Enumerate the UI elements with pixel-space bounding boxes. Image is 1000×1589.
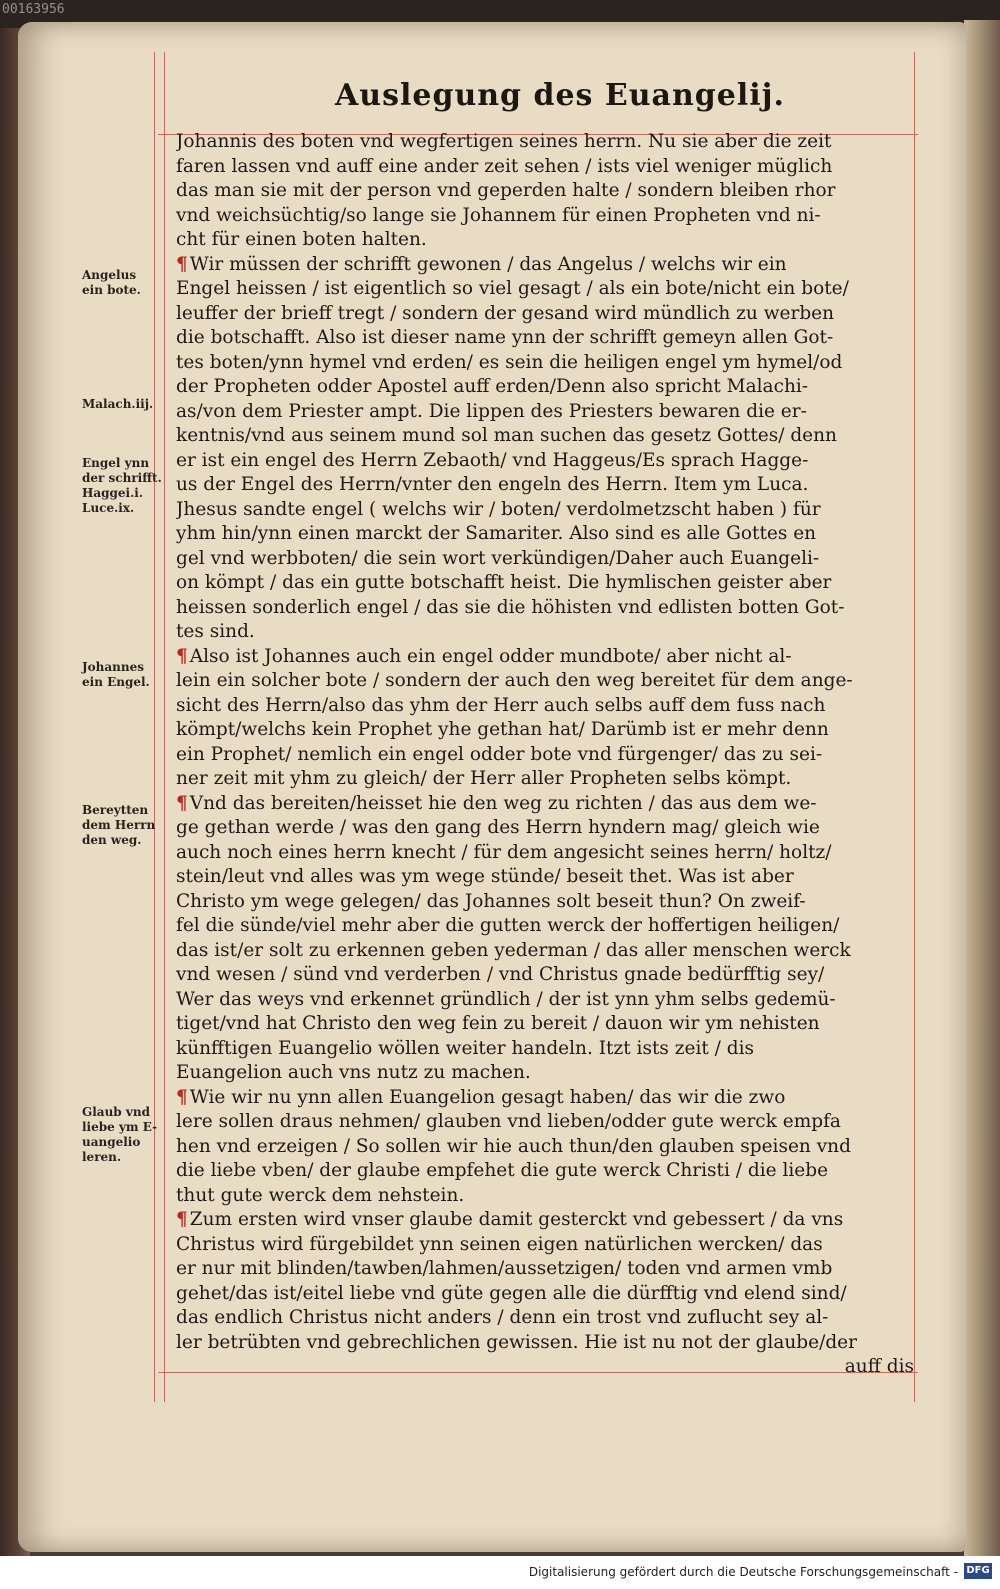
text-line: tes sind. <box>176 621 255 642</box>
margin-note: Malach.iij. <box>82 397 154 411</box>
text-line: ¶ Vnd das bereiten/heisset hie den weg zu richten / das aus dem we- <box>176 792 817 814</box>
body-text <box>176 130 914 1380</box>
text-line: ein Prophet/ nemlich ein engel odder bote vnd fürgenger/ das zu sei- <box>176 743 823 765</box>
margin-note: Johannes ein Engel. <box>82 660 150 689</box>
text-line: das man sie mit der person vnd geperden halte / sondern bleiben rhor <box>176 180 836 201</box>
text-line: ¶ Wie wir nu ynn allen Euangelion gesagt haben/ das wir die zwo <box>176 1086 786 1108</box>
dfg-logo: DFG <box>964 1563 992 1579</box>
text-line: die liebe vben/ der glaube empfehet die gute werck Christi / die liebe <box>176 1160 829 1181</box>
text-line: Christus wird fürgebildet ynn seinen eigen natürlichen wercken/ das <box>176 1233 823 1255</box>
book-page-edges-right <box>964 20 1000 1560</box>
text-line: ¶ Also ist Johannes auch ein engel odder mundbote/ aber nicht al- <box>176 645 792 667</box>
margin-rule-left-inner <box>164 52 165 1402</box>
paragraph-mark: ¶ <box>176 1086 188 1108</box>
text-line: ge gethan werde / was den gang des Herrn hyndern mag/ gleich wie <box>176 817 820 838</box>
funding-credit: Digitalisierung gefördert durch die Deutsche Forschungsgemeinschaft - <box>528 1565 958 1579</box>
paragraph-mark: ¶ <box>176 645 188 667</box>
text-line: Jhesus sandte engel ( welchs wir / boten/ verdolmetzscht haben ) für <box>176 498 821 520</box>
text-line: vnd weichsüchtig/so lange sie Johannem für einen Propheten vnd ni- <box>176 204 821 226</box>
text-line: ner zeit mit yhm zu gleich/ der Herr aller Propheten selbs kömpt. <box>176 768 792 789</box>
text-line: Euangelion auch vns nutz zu machen. <box>176 1062 531 1083</box>
text-line: lere sollen draus nehmen/ glauben vnd lieben/odder gute werck empfa <box>176 1111 841 1132</box>
text-line: gehet/das ist/eitel liebe vnd güte gegen alle die dürfftig vnd elend sind/ <box>176 1282 847 1304</box>
paragraph-mark: ¶ <box>176 792 188 814</box>
margin-note: Angelus ein bote. <box>82 268 141 297</box>
text-line: er nur mit blinden/tawben/lahmen/aussetzigen/ toden vnd armen vmb <box>176 1258 833 1279</box>
text-line: er ist ein engel des Herrn Zebaoth/ vnd Haggeus/Es sprach Hagge- <box>176 449 809 471</box>
text-line: fel die sünde/viel mehr aber die gutten werck der hoffertigen heiligen/ <box>176 915 840 936</box>
catchword: auff dis <box>844 1356 914 1377</box>
scan-id: 00163956 <box>2 2 65 17</box>
running-head: Auslegung des Euangelij. <box>335 78 785 113</box>
text-line: Johannis des boten vnd wegfertigen seines herrn. Nu sie aber die zeit <box>176 131 832 152</box>
text-line: ¶ Wir müssen der schrifft gewonen / das Angelus / welchs wir ein <box>176 253 787 275</box>
text-line: Engel heissen / ist eigentlich so viel gesagt / als ein bote/nicht ein bote/ <box>176 278 849 299</box>
text-line: cht für einen boten halten. <box>176 229 427 250</box>
text-line: Wer das weys vnd erkennet gründlich / der ist ynn yhm selbs gedemü- <box>176 988 836 1010</box>
margin-note: Glaub vnd liebe ym E- uangelio leren. <box>82 1105 158 1164</box>
text-line: ¶ Zum ersten wird vnser glaube damit gesterckt vnd gebessert / da vns <box>176 1209 844 1230</box>
text-line: sicht des Herrn/also das yhm der Herr auch selbs auff dem fuss nach <box>176 694 826 716</box>
text-line: das endlich Christus nicht anders / denn ein trost vnd zuflucht sey al- <box>176 1307 829 1328</box>
text-line: tes boten/ynn hymel vnd erden/ es sein die heiligen engel ym hymel/od <box>176 351 843 373</box>
margin-rule-right <box>914 52 915 1402</box>
text-line: der Propheten odder Apostel auff erden/Denn also spricht Malachi- <box>176 376 809 397</box>
text-line: tiget/vnd hat Christo den weg fein zu bereit / dauon wir ym nehisten <box>176 1013 820 1034</box>
text-line: heissen sonderlich engel / das sie die höhisten vnd edlisten botten Got- <box>176 596 845 618</box>
margin-note: Bereytten dem Herrn den weg. <box>82 803 156 847</box>
text-line: on kömpt / das ein gutte botschafft heist. Die hymlischen geister aber <box>176 572 832 593</box>
text-line: stein/leut vnd alles was ym wege stünde/ beseit thet. Was ist aber <box>176 866 794 887</box>
text-line: gel vnd werbboten/ die sein wort verkündigen/Daher auch Euangeli- <box>176 547 820 569</box>
text-line: thut gute werck dem nehstein. <box>176 1184 465 1206</box>
margin-note: Engel ynn der schrifft. Haggei.i. Luce.ix. <box>82 456 162 515</box>
text-line: das ist/er solt zu erkennen geben yederman / das aller menschen werck <box>176 939 851 961</box>
text-line: faren lassen vnd auff eine ander zeit sehen / ists viel weniger müglich <box>176 155 833 177</box>
text-line: die botschafft. Also ist dieser name ynn der schrifft gemeyn allen Got- <box>176 327 834 348</box>
text-line: kömpt/welchs kein Prophet yhe gethan hat/ Darümb ist er mehr denn <box>176 719 829 740</box>
text-line: ler betrübten vnd gebrechlichen gewissen. Hie ist nu not der glaube/der <box>176 1331 857 1353</box>
text-line: vnd wesen / sünd vnd verderben / vnd Christus gnade bedürfftig sey/ <box>176 964 825 985</box>
text-line: us der Engel des Herrn/vnter den engeln des Herrn. Item ym Luca. <box>176 474 809 495</box>
text-line: künfftigen Euangelio wöllen weiter handeln. Itzt ists zeit / dis <box>176 1037 755 1059</box>
text-line: lein ein solcher bote / sondern der auch den weg bereitet für dem ange- <box>176 670 853 691</box>
paragraph-mark: ¶ <box>176 253 188 275</box>
text-line: leuffer der brieff tregt / sondern der gesand wird mündlich zu werben <box>176 302 835 324</box>
text-line: as/von dem Priester ampt. Die lippen des Priesters bewaren die er- <box>176 400 807 422</box>
text-line: hen vnd erzeigen / So sollen wir hie auch thun/den glauben speisen vnd <box>176 1135 851 1157</box>
paragraph-mark: ¶ <box>176 1209 188 1230</box>
margin-rule-left <box>154 52 155 1402</box>
text-line: auch noch eines herrn knecht / für dem angesicht seines herrn/ holtz/ <box>176 841 832 863</box>
text-line: yhm hin/ynn einen marckt der Samariter. Also sind es alle Gottes en <box>176 523 817 544</box>
footer-bar <box>0 1556 1000 1589</box>
text-line: kentnis/vnd aus seinem mund sol man suchen das gesetz Gottes/ denn <box>176 425 837 446</box>
text-line: Christo ym wege gelegen/ das Johannes solt beseit thun? On zweif- <box>176 890 806 912</box>
